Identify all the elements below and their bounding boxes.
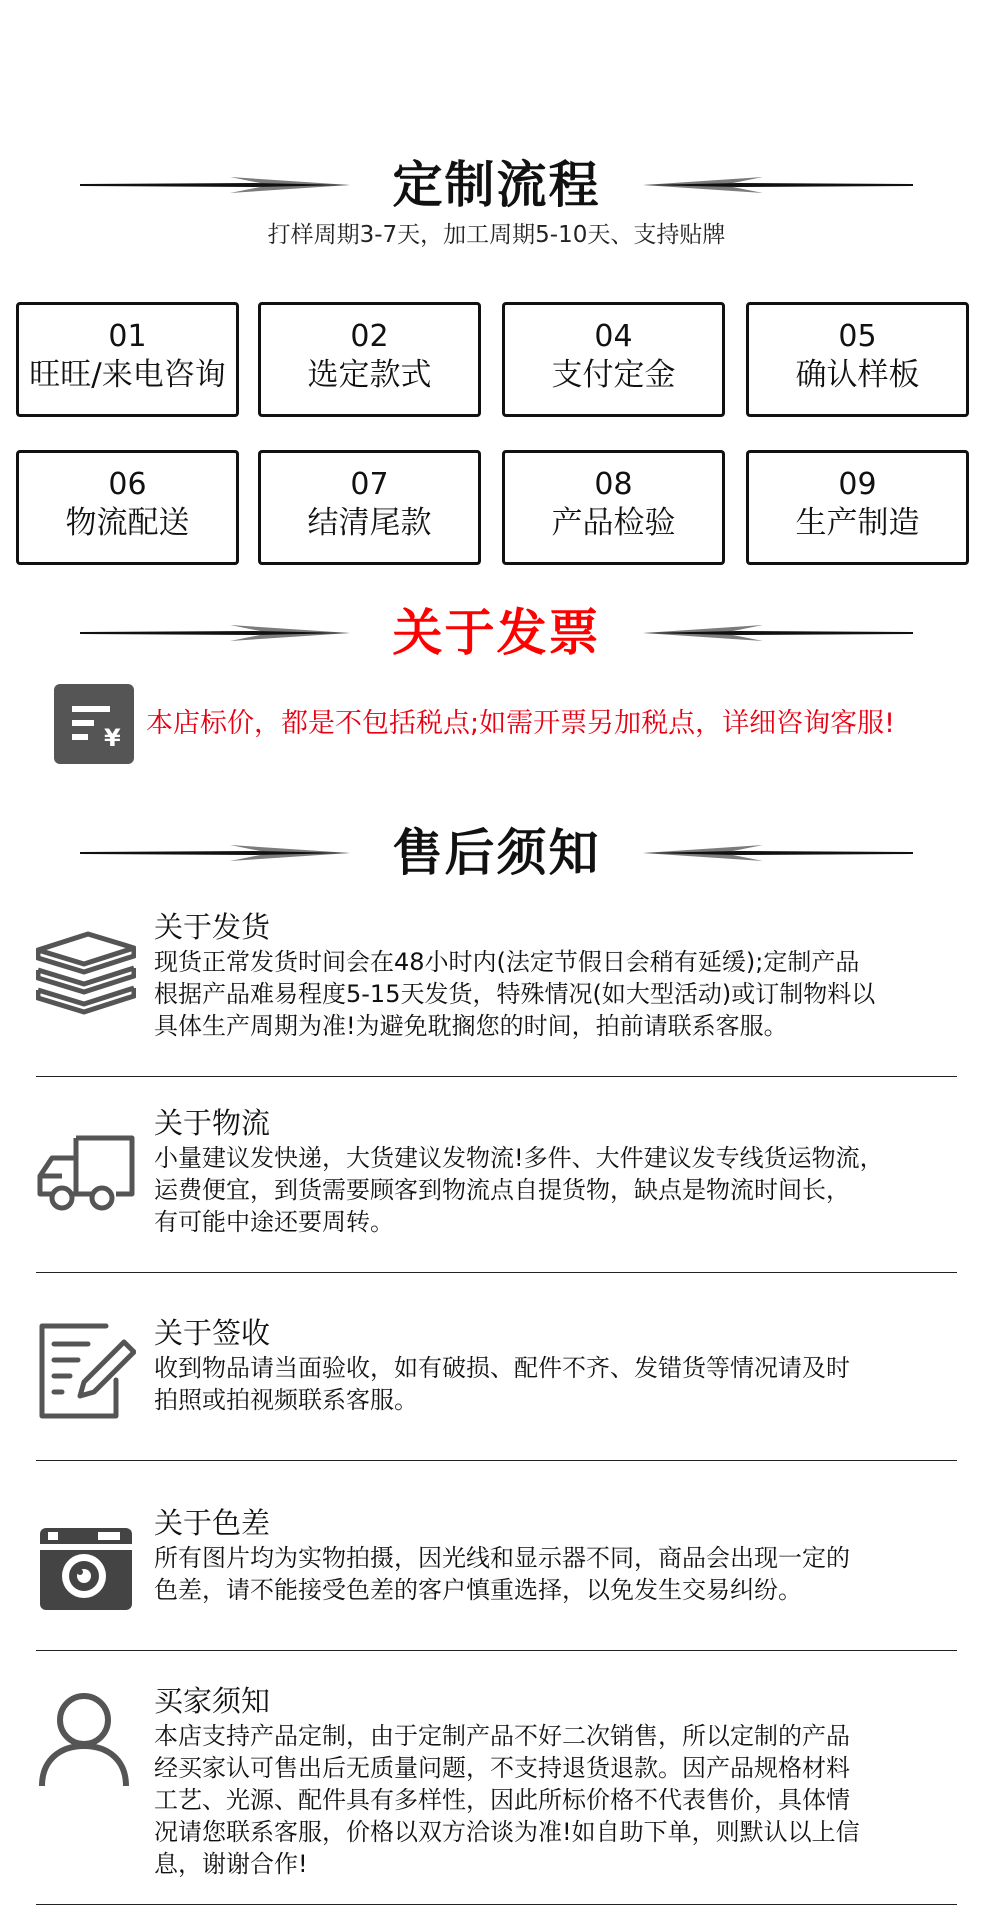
divider (36, 1460, 957, 1461)
divider (36, 1272, 957, 1273)
faq-line: 根据产品难易程度5-15天发货，特殊情况(如大型活动)或订制物料以 (154, 980, 876, 1008)
user-icon (36, 1688, 136, 1788)
step-number: 07 (350, 467, 389, 502)
truck-icon (36, 1132, 136, 1232)
faq-title: 关于签收 (154, 1316, 271, 1350)
faq-title: 买家须知 (154, 1684, 271, 1718)
faq-body (154, 1352, 954, 1416)
step-number: 06 (108, 467, 147, 502)
faq-line: 有可能中途还要周转。 (154, 1208, 394, 1236)
faq-line: 拍照或拍视频联系客服。 (154, 1386, 418, 1414)
divider (36, 1650, 957, 1651)
faq-line: 现货正常发货时间会在48小时内(法定节假日会稍有延缓);定制产品 (154, 948, 860, 976)
faq-line: 本店支持产品定制，由于定制产品不好二次销售，所以定制的产品 (154, 1722, 850, 1750)
faq-item-shipping (36, 910, 957, 1070)
invoice-title: 关于发票 (392, 604, 601, 662)
faq-line: 小量建议发快递，大货建议发物流!多件、大件建议发专线货运物流， (154, 1144, 884, 1172)
step-card (16, 302, 239, 417)
svg-text:¥: ¥ (104, 724, 121, 752)
step-card (502, 450, 725, 565)
faq-item-color-difference (36, 1506, 957, 1646)
step-card (502, 302, 725, 417)
aftersale-section-title (0, 818, 993, 888)
step-name: 选定款式 (307, 357, 432, 393)
camera-icon (36, 1514, 136, 1614)
step-number: 04 (594, 319, 633, 354)
faq-item-logistics (36, 1106, 957, 1256)
step-number: 08 (594, 467, 633, 502)
faq-line: 运费便宜，到货需要顾客到物流点自提货物，缺点是物流时间长， (154, 1176, 850, 1204)
faq-line: 收到物品请当面验收，如有破损、配件不齐、发错货等情况请及时 (154, 1354, 850, 1382)
step-number: 02 (350, 319, 389, 354)
faq-line: 具体生产周期为准!为避免耽搁您的时间，拍前请联系客服。 (154, 1012, 788, 1040)
faq-body (154, 946, 954, 1042)
step-name: 结清尾款 (307, 505, 432, 541)
step-card (746, 302, 969, 417)
process-section-title (0, 150, 993, 220)
faq-body (154, 1542, 954, 1606)
step-number: 05 (838, 319, 877, 354)
step-name: 产品检验 (551, 505, 676, 541)
faq-line: 色差，请不能接受色差的客户慎重选择，以免发生交易纠纷。 (154, 1576, 802, 1604)
sign-document-icon (36, 1320, 136, 1420)
faq-line: 工艺、光源、配件具有多样性，因此所标价格不代表售价，具体情 (154, 1786, 850, 1814)
step-name: 物流配送 (65, 505, 190, 541)
aftersale-title: 售后须知 (392, 824, 601, 882)
invoice-text: 本店标价，都是不包括税点;如需开票另加税点，详细咨询客服! (146, 708, 895, 739)
faq-body (154, 1720, 954, 1880)
step-number: 09 (838, 467, 877, 502)
step-name: 确认样板 (795, 357, 920, 393)
faq-title: 关于发货 (154, 910, 271, 944)
faq-line: 所有图片均为实物拍摄，因光线和显示器不同，商品会出现一定的 (154, 1544, 850, 1572)
faq-item-receipt (36, 1316, 957, 1456)
step-card (746, 450, 969, 565)
stack-layers-icon (36, 930, 136, 1030)
invoice-yen-icon (54, 684, 134, 764)
faq-line: 经买家认可售出后无质量问题，不支持退货退款。因产品规格材料 (154, 1754, 850, 1782)
faq-line: 况请您联系客服，价格以双方洽谈为准!如自助下单，则默认以上信 (154, 1818, 860, 1846)
faq-title: 关于色差 (154, 1506, 271, 1540)
faq-title: 关于物流 (154, 1106, 271, 1140)
step-card (258, 450, 481, 565)
faq-body (154, 1142, 954, 1238)
process-title: 定制流程 (392, 156, 601, 214)
divider (36, 1904, 957, 1905)
invoice-section-title (0, 598, 993, 668)
step-name: 支付定金 (551, 357, 676, 393)
step-name: 生产制造 (795, 505, 920, 541)
step-card (258, 302, 481, 417)
process-subtitle: 打样周期3-7天，加工周期5-10天、支持贴牌 (267, 222, 726, 248)
divider (36, 1076, 957, 1077)
faq-line: 息，谢谢合作! (154, 1850, 308, 1878)
invoice-note (54, 684, 954, 764)
faq-item-buyer-notice (36, 1684, 957, 1894)
step-card (16, 450, 239, 565)
step-number: 01 (108, 319, 147, 354)
step-name: 旺旺/来电咨询 (29, 357, 226, 393)
